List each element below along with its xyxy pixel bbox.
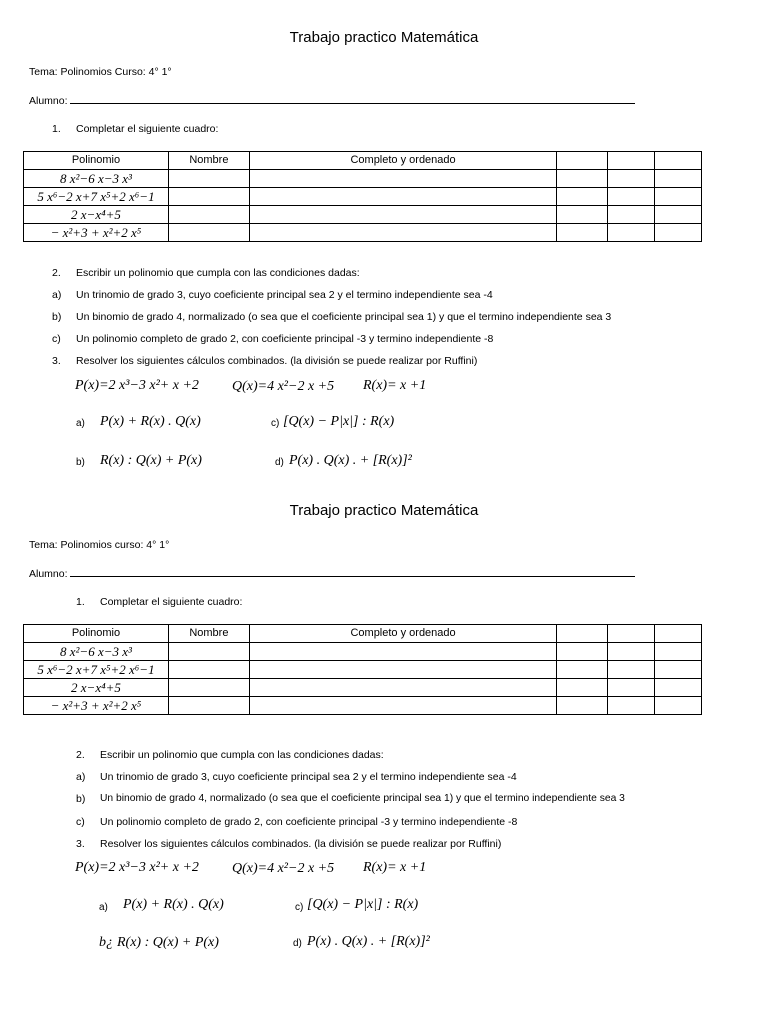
condition-label: c) [52, 333, 61, 345]
answer-cell[interactable] [655, 170, 702, 188]
calc-a-label: a) [76, 418, 85, 429]
answer-cell[interactable] [249, 170, 556, 188]
r-definition: R(x)= x +1 [363, 860, 427, 875]
answer-cell[interactable] [655, 224, 702, 242]
answer-cell[interactable] [249, 188, 556, 206]
header-completo: Completo y ordenado [249, 625, 556, 643]
answer-cell[interactable] [608, 679, 655, 697]
calc-d-label: d) [293, 938, 302, 949]
question-2-text: Escribir un polinomio que cumpla con las condiciones dadas: [76, 267, 360, 279]
q-definition: Q(x)=4 x²−2 x +5 [232, 379, 335, 394]
answer-cell[interactable] [557, 661, 608, 679]
answer-cell[interactable] [655, 697, 702, 715]
polynomial-cell: 2 x−x⁴+5 [24, 679, 169, 697]
answer-cell[interactable] [249, 643, 556, 661]
calc-b-label: b¿ [99, 935, 113, 950]
polynomial-cell: − x²+3 + x²+2 x⁵ [24, 224, 169, 242]
calc-b-label: b) [76, 457, 85, 468]
answer-cell[interactable] [655, 679, 702, 697]
question-3-text: Resolver los siguientes cálculos combinados. (la división se puede realizar por Ruffini) [100, 838, 502, 850]
header-blank [608, 152, 655, 170]
calc-a-expression: P(x) + R(x) . Q(x) [123, 897, 224, 912]
condition-text: Un polinomio completo de grado 2, con coeficiente principal -3 y termino independiente -8 [100, 816, 518, 828]
question-3-number: 3. [52, 355, 61, 367]
answer-cell[interactable] [557, 679, 608, 697]
header-nombre: Nombre [168, 625, 249, 643]
table-row [24, 661, 702, 679]
answer-cell[interactable] [608, 224, 655, 242]
table-row [24, 224, 702, 242]
answer-cell[interactable] [557, 643, 608, 661]
polynomial-table [23, 624, 702, 715]
answer-cell[interactable] [168, 224, 249, 242]
calc-c-label: c) [295, 902, 304, 913]
calc-c-expression: [Q(x) − P|x|] : R(x) [307, 897, 419, 912]
question-1-number: 1. [52, 123, 61, 135]
answer-cell[interactable] [249, 206, 556, 224]
p-definition: P(x)=2 x³−3 x²+ x +2 [75, 378, 199, 393]
answer-cell[interactable] [557, 697, 608, 715]
condition-text: Un trinomio de grado 3, cuyo coeficiente principal sea 2 y el termino independiente sea -4 [100, 771, 517, 783]
r-definition: R(x)= x +1 [363, 378, 427, 393]
tema-line: Tema: Polinomios Curso: 4° 1° [29, 66, 172, 78]
alumno-line [29, 94, 635, 107]
answer-cell[interactable] [168, 661, 249, 679]
sheet-title: Trabajo practico Matemática [289, 502, 479, 519]
polynomial-cell: − x²+3 + x²+2 x⁵ [24, 697, 169, 715]
header-completo: Completo y ordenado [249, 152, 556, 170]
table-header-row [24, 152, 702, 170]
polynomial-table [23, 151, 702, 242]
question-3-number: 3. [76, 838, 85, 850]
polynomial-cell: 5 x⁶−2 x+7 x⁵+2 x⁶−1 [24, 188, 169, 206]
polynomial-cell: 5 x⁶−2 x+7 x⁵+2 x⁶−1 [24, 661, 169, 679]
answer-cell[interactable] [249, 679, 556, 697]
calc-b-expression: R(x) : Q(x) + P(x) [117, 935, 219, 950]
header-nombre: Nombre [168, 152, 249, 170]
header-blank [608, 625, 655, 643]
condition-label: c) [76, 816, 85, 828]
p-definition: P(x)=2 x³−3 x²+ x +2 [75, 860, 199, 875]
answer-cell[interactable] [655, 643, 702, 661]
header-blank [655, 625, 702, 643]
question-1-text: Completar el siguiente cuadro: [100, 596, 243, 608]
table-row [24, 188, 702, 206]
header-blank [557, 625, 608, 643]
table-row [24, 170, 702, 188]
q-definition: Q(x)=4 x²−2 x +5 [232, 861, 335, 876]
condition-text: Un binomio de grado 4, normalizado (o sea que el coeficiente principal sea 1) y que el termino independiente sea 3 [100, 793, 625, 804]
answer-cell[interactable] [249, 697, 556, 715]
question-3-text: Resolver los siguientes cálculos combinados. (la división se puede realizar por Ruffini) [76, 355, 478, 367]
condition-label: b) [52, 311, 62, 323]
answer-cell[interactable] [249, 661, 556, 679]
condition-label: a) [52, 289, 62, 301]
condition-label: b) [76, 793, 86, 805]
answer-cell[interactable] [655, 661, 702, 679]
table-header-row [24, 625, 702, 643]
calc-a-label: a) [99, 902, 108, 913]
alumno-line [29, 567, 635, 580]
header-blank [655, 152, 702, 170]
calc-c-expression: [Q(x) − P|x|] : R(x) [283, 414, 395, 429]
alumno-blank[interactable] [70, 94, 635, 104]
calc-a-expression: P(x) + R(x) . Q(x) [100, 414, 201, 429]
condition-text: Un polinomio completo de grado 2, con coeficiente principal -3 y termino independiente -8 [76, 333, 494, 345]
question-2-number: 2. [52, 267, 61, 279]
polynomial-cell: 8 x²−6 x−3 x³ [24, 643, 169, 661]
answer-cell[interactable] [608, 206, 655, 224]
answer-cell[interactable] [249, 224, 556, 242]
answer-cell[interactable] [557, 170, 608, 188]
answer-cell[interactable] [168, 206, 249, 224]
table-row [24, 697, 702, 715]
answer-cell[interactable] [168, 188, 249, 206]
answer-cell[interactable] [608, 697, 655, 715]
header-blank [557, 152, 608, 170]
answer-cell[interactable] [168, 170, 249, 188]
condition-text: Un binomio de grado 4, normalizado (o sea que el coeficiente principal sea 1) y que el termino independiente sea 3 [76, 311, 612, 323]
calc-c-label: c) [271, 418, 280, 429]
answer-cell[interactable] [608, 661, 655, 679]
answer-cell[interactable] [557, 206, 608, 224]
answer-cell[interactable] [608, 188, 655, 206]
calc-d-expression: P(x) . Q(x) . + [R(x)]² [289, 453, 412, 468]
header-polinomio: Polinomio [24, 625, 169, 643]
answer-cell[interactable] [557, 224, 608, 242]
answer-cell[interactable] [168, 643, 249, 661]
table-row [24, 679, 702, 697]
alumno-blank[interactable] [70, 567, 635, 577]
answer-cell[interactable] [608, 643, 655, 661]
answer-cell[interactable] [557, 188, 608, 206]
answer-cell[interactable] [168, 697, 249, 715]
table-row [24, 643, 702, 661]
sheet-title: Trabajo practico Matemática [289, 29, 479, 46]
answer-cell[interactable] [655, 206, 702, 224]
question-2-text: Escribir un polinomio que cumpla con las condiciones dadas: [100, 749, 384, 761]
calc-b-expression: R(x) : Q(x) + P(x) [100, 453, 202, 468]
header-polinomio: Polinomio [24, 152, 169, 170]
condition-text: Un trinomio de grado 3, cuyo coeficiente principal sea 2 y el termino independiente sea -4 [76, 289, 493, 301]
tema-line: Tema: Polinomios curso: 4° 1° [29, 539, 170, 551]
question-1-number: 1. [76, 596, 85, 608]
table-row [24, 206, 702, 224]
answer-cell[interactable] [655, 188, 702, 206]
alumno-label: Alumno: [29, 95, 68, 107]
answer-cell[interactable] [168, 679, 249, 697]
calc-d-label: d) [275, 457, 284, 468]
answer-cell[interactable] [608, 170, 655, 188]
polynomial-cell: 8 x²−6 x−3 x³ [24, 170, 169, 188]
alumno-label: Alumno: [29, 568, 68, 580]
question-2-number: 2. [76, 749, 85, 761]
calc-d-expression: P(x) . Q(x) . + [R(x)]² [307, 934, 430, 949]
polynomial-cell: 2 x−x⁴+5 [24, 206, 169, 224]
condition-label: a) [76, 771, 86, 783]
question-1-text: Completar el siguiente cuadro: [76, 123, 219, 135]
